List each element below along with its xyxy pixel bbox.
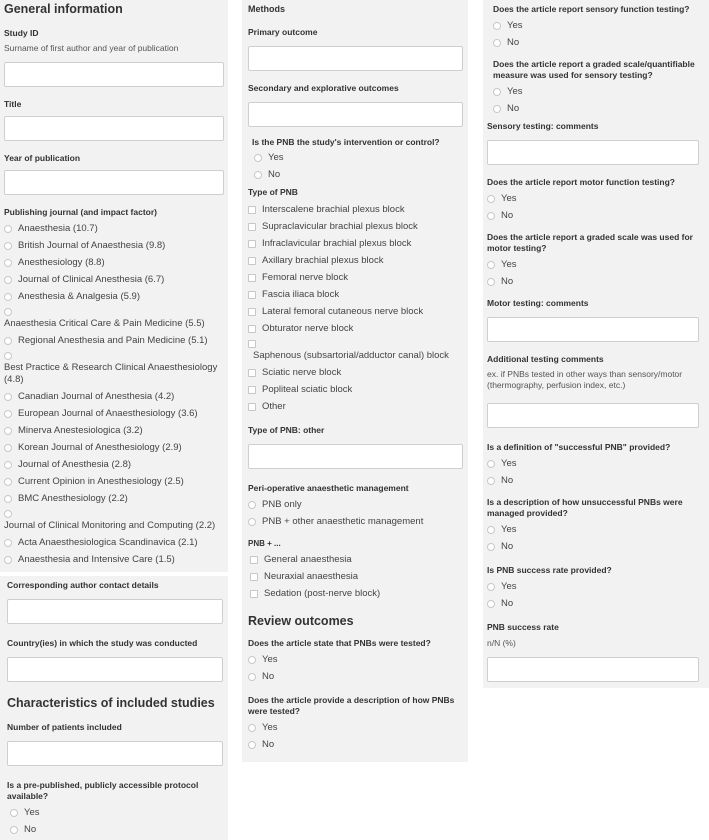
patients-input[interactable] bbox=[7, 741, 223, 766]
pnb-plus-option[interactable]: General anaesthesia bbox=[250, 554, 463, 566]
periop-radio-group bbox=[248, 499, 463, 528]
radio-button[interactable] bbox=[248, 724, 256, 732]
sensory-graded-radio-group bbox=[493, 86, 699, 115]
journal-option[interactable]: Anaesthesia and Intensive Care (1.5) bbox=[4, 554, 224, 566]
protocol-radio-group bbox=[7, 807, 223, 836]
radio-button[interactable] bbox=[4, 352, 12, 360]
success-rate-help: n/N (%) bbox=[487, 638, 516, 648]
journal-option[interactable]: Best Practice & Research Clinical Anaesthesiology (4.8) bbox=[4, 352, 224, 386]
additional-comments-help: ex. if PNBs tested in other ways than sensory/motor (thermography, perfusion index, etc.) bbox=[487, 369, 683, 390]
pnb-plus-option[interactable]: Sedation (post-nerve block) bbox=[250, 588, 463, 600]
radio-button[interactable] bbox=[4, 242, 12, 250]
checkbox[interactable] bbox=[248, 223, 256, 231]
radio-button[interactable] bbox=[248, 518, 256, 526]
definition-yes[interactable]: Yes bbox=[487, 458, 699, 470]
study-id-input[interactable] bbox=[4, 62, 224, 87]
journal-option[interactable]: Journal of Clinical Anesthesia (6.7) bbox=[4, 274, 224, 286]
year-input[interactable] bbox=[4, 170, 224, 195]
sensory-yes[interactable]: Yes bbox=[493, 20, 699, 32]
pnb-role-yes[interactable]: Yes bbox=[254, 152, 463, 164]
radio-button[interactable] bbox=[487, 195, 495, 203]
sensory-graded-no[interactable]: No bbox=[493, 103, 699, 115]
radio-button[interactable] bbox=[4, 308, 12, 316]
unsuccessful-no[interactable]: No bbox=[487, 541, 699, 553]
radio-button[interactable] bbox=[248, 741, 256, 749]
pnb-other-label: Type of PNB: other bbox=[248, 425, 325, 435]
journal-option[interactable]: Regional Anesthesia and Pain Medicine (5.1) bbox=[4, 335, 224, 347]
journal-option[interactable]: Journal of Clinical Monitoring and Computing (2.2) bbox=[4, 510, 224, 532]
radio-button[interactable] bbox=[4, 337, 12, 345]
radio-button[interactable] bbox=[4, 444, 12, 452]
definition-no[interactable]: No bbox=[487, 475, 699, 487]
journal-option[interactable]: Anaesthesia (10.7) bbox=[4, 223, 224, 235]
periop-option[interactable]: PNB only bbox=[248, 499, 463, 511]
radio-button[interactable] bbox=[4, 410, 12, 418]
radio-button[interactable] bbox=[248, 656, 256, 664]
radio-button[interactable] bbox=[4, 276, 12, 284]
motor-graded-yes[interactable]: Yes bbox=[487, 259, 699, 271]
success-rate-label: PNB success rate bbox=[487, 622, 559, 632]
motor-graded-no[interactable]: No bbox=[487, 276, 699, 288]
how-tested-label: Does the article provide a description of how PNBs were tested? bbox=[248, 695, 455, 716]
success-rate-yes[interactable]: Yes bbox=[487, 581, 699, 593]
how-tested-no[interactable]: No bbox=[248, 739, 463, 751]
periop-option[interactable]: PNB + other anaesthetic management bbox=[248, 516, 463, 528]
secondary-outcome-input[interactable] bbox=[248, 102, 463, 127]
sensory-radio-group bbox=[493, 20, 699, 49]
pnb-type-option[interactable]: Infraclavicular brachial plexus block bbox=[248, 238, 463, 250]
sensory-no[interactable]: No bbox=[493, 37, 699, 49]
primary-outcome-label: Primary outcome bbox=[248, 27, 318, 37]
radio-button[interactable] bbox=[248, 673, 256, 681]
checkbox[interactable] bbox=[248, 325, 256, 333]
corresponding-author-label: Corresponding author contact details bbox=[7, 580, 159, 590]
pnb-type-option[interactable]: Supraclavicular brachial plexus block bbox=[248, 221, 463, 233]
radio-button[interactable] bbox=[487, 278, 495, 286]
section-divider bbox=[0, 572, 228, 576]
radio-button[interactable] bbox=[4, 556, 12, 564]
unsuccessful-label: Is a description of how unsuccessful PNBs were managed provided? bbox=[487, 497, 683, 518]
periop-label: Peri-operative anaesthetic management bbox=[248, 483, 409, 493]
radio-button[interactable] bbox=[4, 259, 12, 267]
title-input[interactable] bbox=[4, 116, 224, 141]
pnb-plus-label: PNB + ... bbox=[248, 539, 281, 548]
pnb-type-option[interactable]: Popliteal sciatic block bbox=[248, 384, 463, 396]
checkbox[interactable] bbox=[250, 573, 258, 581]
title-label: Title bbox=[4, 99, 22, 109]
how-tested-radio-group bbox=[248, 722, 463, 751]
journal-option[interactable]: Korean Journal of Anesthesiology (2.9) bbox=[4, 442, 224, 454]
checkbox[interactable] bbox=[248, 386, 256, 394]
country-input[interactable] bbox=[7, 657, 223, 682]
pnb-role-label: Is the PNB the study's intervention or control? bbox=[252, 137, 440, 147]
patients-label: Number of patients included bbox=[7, 722, 122, 732]
checkbox[interactable] bbox=[250, 556, 258, 564]
checkbox[interactable] bbox=[248, 369, 256, 377]
pnb-type-label: Type of PNB bbox=[248, 187, 298, 197]
journal-option[interactable]: Anaesthesia Critical Care & Pain Medicine (5.5) bbox=[4, 308, 224, 330]
tested-yes[interactable]: Yes bbox=[248, 654, 463, 666]
tested-label: Does the article state that PNBs were tested? bbox=[248, 638, 431, 648]
general-information-title: General information bbox=[4, 2, 123, 16]
protocol-label: Is a pre-published, publicly accessible protocol available? bbox=[7, 780, 199, 801]
checkbox[interactable] bbox=[248, 403, 256, 411]
journal-option[interactable]: Minerva Anestesiologica (3.2) bbox=[4, 425, 224, 437]
journal-label: Publishing journal (and impact factor) bbox=[4, 207, 158, 217]
definition-radio-group bbox=[487, 458, 699, 487]
pnb-plus-checkbox-group bbox=[248, 554, 463, 600]
secondary-outcome-label: Secondary and explorative outcomes bbox=[248, 83, 399, 93]
radio-button[interactable] bbox=[4, 293, 12, 301]
radio-button[interactable] bbox=[248, 501, 256, 509]
definition-label: Is a definition of "successful PNB" provided? bbox=[487, 442, 671, 452]
unsuccessful-yes[interactable]: Yes bbox=[487, 524, 699, 536]
motor-comments-label: Motor testing: comments bbox=[487, 298, 589, 308]
tested-radio-group bbox=[248, 654, 463, 683]
journal-radio-group bbox=[4, 223, 224, 566]
pnb-type-option[interactable]: Interscalene brachial plexus block bbox=[248, 204, 463, 216]
unsuccessful-radio-group bbox=[487, 524, 699, 553]
radio-button[interactable] bbox=[4, 495, 12, 503]
checkbox[interactable] bbox=[248, 340, 256, 348]
pnb-type-option[interactable]: Saphenous (subsartorial/adductor canal) block bbox=[248, 340, 463, 362]
radio-button[interactable] bbox=[487, 543, 495, 551]
pnb-type-option[interactable]: Axillary brachial plexus block bbox=[248, 255, 463, 267]
how-tested-yes[interactable]: Yes bbox=[248, 722, 463, 734]
sensory-graded-yes[interactable]: Yes bbox=[493, 86, 699, 98]
radio-button[interactable] bbox=[487, 477, 495, 485]
additional-comments-label: Additional testing comments bbox=[487, 354, 604, 364]
pnb-other-input[interactable] bbox=[248, 444, 463, 469]
motor-no[interactable]: No bbox=[487, 210, 699, 222]
pnb-type-option[interactable]: Lateral femoral cutaneous nerve block bbox=[248, 306, 463, 318]
journal-option[interactable]: Anesthesiology (8.8) bbox=[4, 257, 224, 269]
checkbox[interactable] bbox=[248, 240, 256, 248]
radio-button[interactable] bbox=[10, 826, 18, 834]
radio-button[interactable] bbox=[4, 461, 12, 469]
motor-yes[interactable]: Yes bbox=[487, 193, 699, 205]
journal-option[interactable]: European Journal of Anaesthesiology (3.6) bbox=[4, 408, 224, 420]
pnb-type-option[interactable]: Obturator nerve block bbox=[248, 323, 463, 335]
study-id-help: Surname of first author and year of publication bbox=[4, 43, 179, 53]
motor-radio-group bbox=[487, 193, 699, 222]
tested-no[interactable]: No bbox=[248, 671, 463, 683]
radio-button[interactable] bbox=[487, 261, 495, 269]
radio-button[interactable] bbox=[4, 427, 12, 435]
journal-option[interactable]: Acta Anaesthesiologica Scandinavica (2.1) bbox=[4, 537, 224, 549]
pnb-plus-option[interactable]: Neuraxial anaesthesia bbox=[250, 571, 463, 583]
pnb-role-no[interactable]: No bbox=[254, 169, 463, 181]
primary-outcome-input[interactable] bbox=[248, 46, 463, 71]
radio-button[interactable] bbox=[254, 171, 262, 179]
journal-option[interactable]: Current Opinion in Anesthesiology (2.5) bbox=[4, 476, 224, 488]
radio-button[interactable] bbox=[4, 225, 12, 233]
radio-button[interactable] bbox=[4, 510, 12, 518]
methods-panel bbox=[242, 0, 468, 762]
motor-graded-radio-group bbox=[487, 259, 699, 288]
country-label: Country(ies) in which the study was conducted bbox=[7, 638, 198, 648]
radio-button[interactable] bbox=[4, 478, 12, 486]
success-rate-question-label: Is PNB success rate provided? bbox=[487, 565, 612, 575]
pnb-type-option[interactable]: Sciatic nerve block bbox=[248, 367, 463, 379]
motor-comments-input[interactable] bbox=[487, 317, 699, 342]
radio-button[interactable] bbox=[487, 600, 495, 608]
general-information-panel bbox=[0, 0, 228, 840]
radio-button[interactable] bbox=[493, 105, 501, 113]
pnb-role-radio-group bbox=[252, 152, 463, 181]
review-outcomes-title: Review outcomes bbox=[248, 614, 354, 628]
journal-option[interactable]: Journal of Anesthesia (2.8) bbox=[4, 459, 224, 471]
additional-comments-input[interactable] bbox=[487, 403, 699, 428]
radio-button[interactable] bbox=[493, 88, 501, 96]
methods-title: Methods bbox=[248, 4, 285, 14]
success-rate-input[interactable] bbox=[487, 657, 699, 682]
success-rate-radio-group bbox=[487, 581, 699, 610]
year-label: Year of publication bbox=[4, 153, 81, 163]
radio-button[interactable] bbox=[487, 212, 495, 220]
journal-option[interactable]: BMC Anesthesiology (2.2) bbox=[4, 493, 224, 505]
radio-button[interactable] bbox=[493, 39, 501, 47]
radio-button[interactable] bbox=[4, 393, 12, 401]
pnb-type-option[interactable]: Fascia iliaca block bbox=[248, 289, 463, 301]
checkbox[interactable] bbox=[248, 308, 256, 316]
radio-button[interactable] bbox=[10, 809, 18, 817]
pnb-type-option[interactable]: Other bbox=[248, 401, 463, 413]
characteristics-title: Characteristics of included studies bbox=[7, 696, 215, 710]
success-rate-no[interactable]: No bbox=[487, 598, 699, 610]
journal-option[interactable]: Anesthesia & Analgesia (5.9) bbox=[4, 291, 224, 303]
checkbox[interactable] bbox=[250, 590, 258, 598]
protocol-yes[interactable]: Yes bbox=[10, 807, 223, 819]
sensory-graded-label: Does the article report a graded scale/quantifiable measure was used for sensory testing? bbox=[493, 59, 695, 80]
motor-graded-label: Does the article report a graded scale was used for motor testing? bbox=[487, 232, 693, 253]
radio-button[interactable] bbox=[487, 460, 495, 468]
radio-button[interactable] bbox=[4, 539, 12, 547]
testing-panel bbox=[483, 0, 709, 688]
journal-option[interactable]: Canadian Journal of Anesthesia (4.2) bbox=[4, 391, 224, 403]
pnb-type-option[interactable]: Femoral nerve block bbox=[248, 272, 463, 284]
checkbox[interactable] bbox=[248, 206, 256, 214]
checkbox[interactable] bbox=[248, 291, 256, 299]
sensory-label: Does the article report sensory function testing? bbox=[493, 4, 690, 14]
corresponding-author-input[interactable] bbox=[7, 599, 223, 624]
protocol-no[interactable]: No bbox=[10, 824, 223, 836]
study-id-label: Study ID bbox=[4, 28, 39, 38]
radio-button[interactable] bbox=[487, 526, 495, 534]
checkbox[interactable] bbox=[248, 274, 256, 282]
sensory-comments-label: Sensory testing: comments bbox=[487, 121, 599, 131]
checkbox[interactable] bbox=[248, 257, 256, 265]
journal-option[interactable]: British Journal of Anaesthesia (9.8) bbox=[4, 240, 224, 252]
radio-button[interactable] bbox=[493, 22, 501, 30]
sensory-comments-input[interactable] bbox=[487, 140, 699, 165]
motor-label: Does the article report motor function testing? bbox=[487, 177, 675, 187]
radio-button[interactable] bbox=[487, 583, 495, 591]
radio-button[interactable] bbox=[254, 154, 262, 162]
pnb-type-checkbox-group bbox=[248, 204, 463, 413]
